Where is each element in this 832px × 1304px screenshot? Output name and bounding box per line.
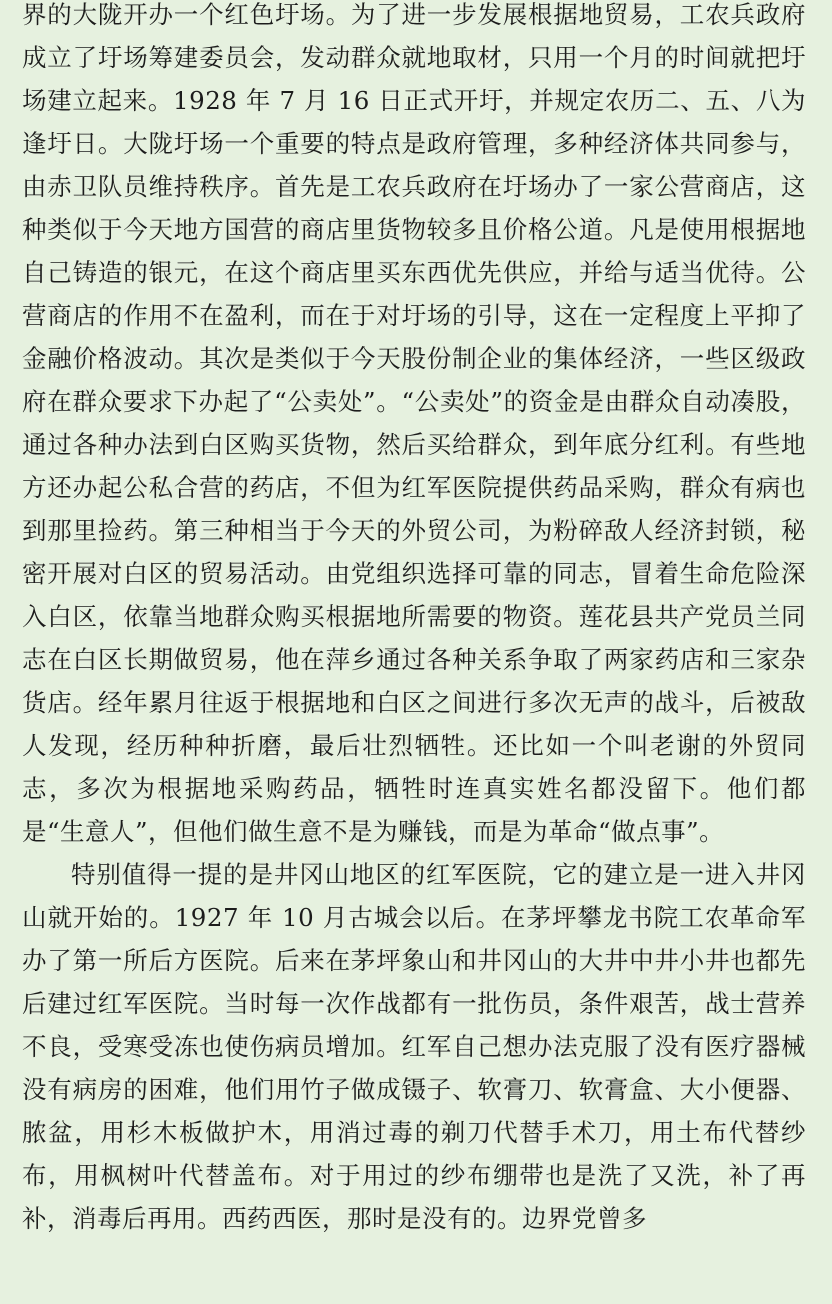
- body-paragraph-2: 特别值得一提的是井冈山地区的红军医院，它的建立是一进入井冈山就开始的。1927 年 10 月古城会以后。在茅坪攀龙书院工农革命军办了第一所后方医院。后来在茅坪象山和井冈山的大井中井小井也都先后建过红军医院。当时每一次作战都有一批伤员，条件艰苦，战士营养不良，受寒受冻也使伤病员增加。红军自己想办法克服了没有医疗器械没有病房的困难，他们用竹子做成镊子、软膏刀、软膏盒、大小便器、脓盆，用杉木板做护木，用消过毒的剃刀代替手术刀，用土布代替纱布，用枫树叶代替盖布。对于用过的纱布绷带也是洗了又洗，补了再补，消毒后再用。西药西医，那时是没有的。边界党曾多: [22, 860, 806, 1233]
- body-paragraph-1: 界的大陇开办一个红色圩场。为了进一步发展根据地贸易，工农兵政府成立了圩场筹建委员会，发动群众就地取材，只用一个月的时间就把圩场建立起来。1928 年 7 月 16 日正式开圩，并规定农历二、五、八为逢圩日。大陇圩场一个重要的特点是政府管理，多种经济体共同参与，由赤卫队员维持秩序。首先是工农兵政府在圩场办了一家公营商店，这种类似于今天地方国营的商店里货物较多且价格公道。凡是使用根据地自己铸造的银元，在这个商店里买东西优先供应，并给与适当优待。公营商店的作用不在盈利，而在于对圩场的引导，这在一定程度上平抑了金融价格波动。其次是类似于今天股份制企业的集体经济，一些区级政府在群众要求下办起了“公卖处”。“公卖处”的资金是由群众自动凑股，通过各种办法到白区购买货物，然后买给群众，到年底分红利。有些地方还办起公私合营的药店，不但为红军医院提供药品采购，群众有病也到那里捡药。第三种相当于今天的外贸公司，为粉碎敌人经济封锁，秘密开展对白区的贸易活动。由党组织选择可靠的同志，冒着生命危险深入白区，依靠当地群众购买根据地所需要的物资。莲花县共产党员兰同志在白区长期做贸易，他在萍乡通过各种关系争取了两家药店和三家杂货店。经年累月往返于根据地和白区之间进行多次无声的战斗，后被敌人发现，经历种种折磨，最后壮烈牺牲。还比如一个叫老谢的外贸同志，多次为根据地采购药品，牺牲时连真实姓名都没留下。他们都是“生意人”，但他们做生意不是为赚钱，而是为革命“做点事”。: [22, 0, 806, 846]
